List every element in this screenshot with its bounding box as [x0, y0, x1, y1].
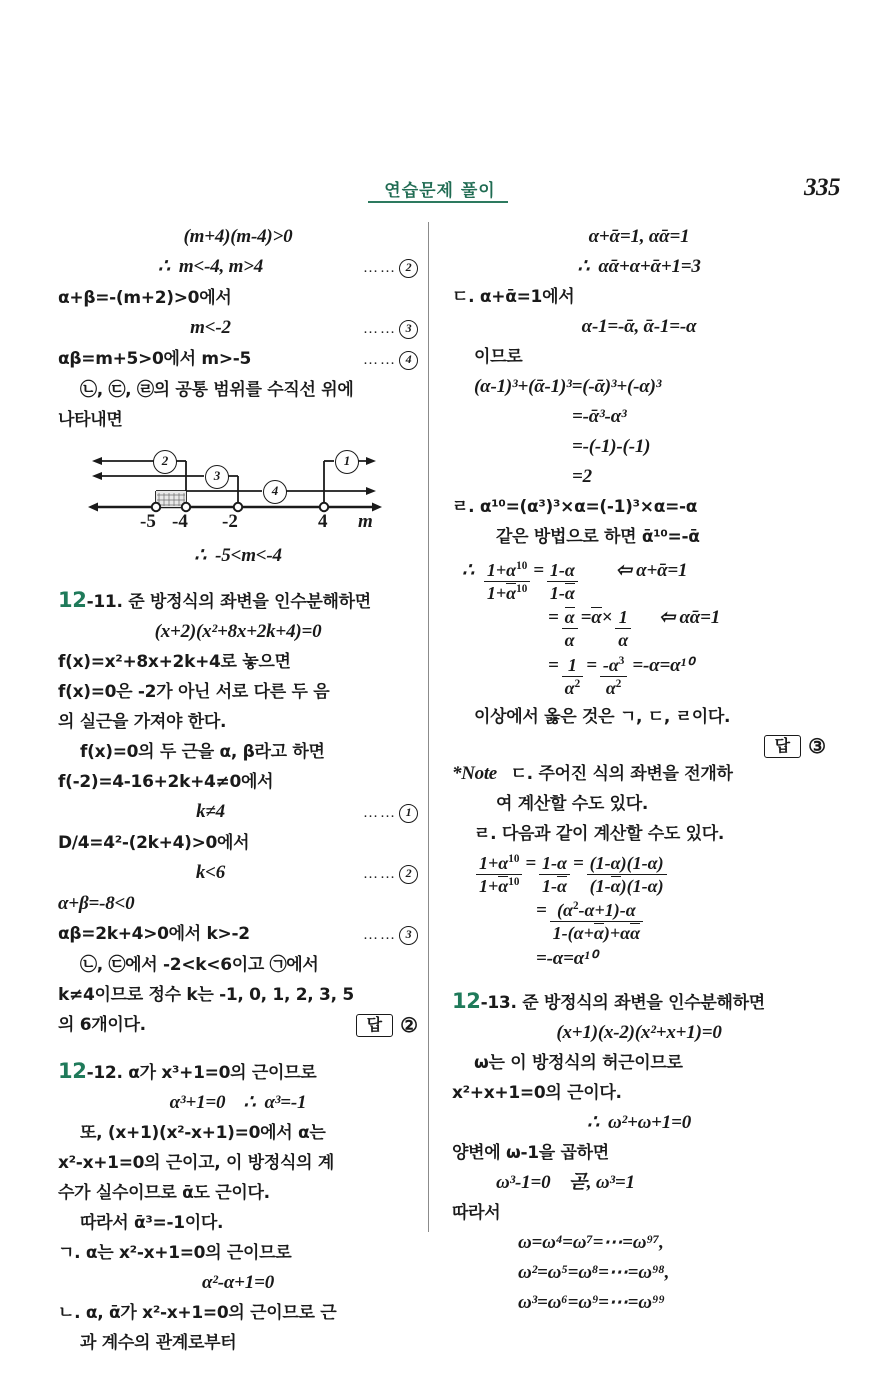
equation-line: ∴ ω²+ω+1=0 [586, 1111, 692, 1133]
problem-statement: 준 방정식의 좌변을 인수분해하면 [128, 592, 371, 612]
equation-line: ∴ αᾱ+α+ᾱ+1=3 [577, 256, 701, 277]
equation-line: α²-α+1=0 [201, 1272, 275, 1293]
text-line: 이므로 [474, 347, 523, 367]
note-line: 여 계산할 수도 있다. [496, 793, 648, 814]
equals-sign: = [525, 852, 537, 874]
text-line: 과 계수의 관계로부터 [80, 1333, 237, 1353]
problem-number: 12-12. [58, 1059, 123, 1083]
equation-line: ω³-1=0 곧, ω³=1 [496, 1171, 635, 1193]
dot-leader: …… [363, 352, 397, 368]
numerator: $(\alpha^2-\alpha+1)-\alpha$ [556, 900, 636, 921]
equation-line: k<6 [195, 862, 226, 883]
equation-line: m<-2 [190, 317, 231, 338]
equals-sign: = [573, 852, 584, 874]
figure-marker-2: 2 [153, 450, 177, 474]
text-line: k≠4이므로 정수 k는 -1, 0, 1, 2, 3, 5 [58, 985, 354, 1005]
equation-line: 또, (x+1)(x²-x+1)=0에서 α는 [80, 1123, 326, 1143]
numerator: 1 [567, 654, 577, 675]
tick-label-neg5: -5 [140, 511, 156, 532]
equals-sign: = [533, 560, 544, 581]
fraction-lhs [484, 560, 530, 603]
equation-line: α+ᾱ=1, αᾱ=1 [588, 226, 690, 247]
fraction-lhs [476, 853, 522, 896]
note-line: ㄷ. 주어진 식의 좌변을 전개하 [510, 763, 733, 784]
problem-12-12-heading [58, 1056, 418, 1088]
circled-number-icon: 3 [399, 926, 418, 945]
fraction-rhs [547, 560, 578, 603]
equation-line: k≠4 [196, 801, 225, 822]
fraction-alpha-ratio [562, 607, 578, 650]
note-result: =-α=α¹⁰ [536, 947, 597, 969]
reference-marker [363, 345, 418, 375]
denominator: $1+\alpha^{10}$ [484, 581, 530, 603]
summary-line: 이상에서 옳은 것은 ㄱ, ㄷ, ㄹ이다. [474, 706, 731, 727]
note-line: ㄹ. 다음과 같이 계산할 수도 있다. [474, 823, 724, 844]
denominator: 1-α [547, 581, 578, 603]
denominator: $1+\alpha^{10}$ [476, 874, 522, 896]
text-line: ㉡, ㉢에서 -2<k<6이고 ㉠에서 [80, 955, 319, 975]
dot-leader: …… [363, 321, 397, 337]
answer-label: 답 [764, 735, 801, 758]
equation-line: α+β=-8<0 [58, 893, 135, 914]
title-underline [368, 201, 508, 203]
equation-line: ω³=ω⁶=ω⁹=⋯=ω⁹⁹ [518, 1291, 665, 1313]
numerator: 1-α [549, 560, 575, 580]
circled-number-icon: 2 [399, 259, 418, 278]
fraction-expanded [587, 853, 667, 896]
figure-marker-1: 1 [335, 450, 359, 474]
column-divider [428, 222, 429, 1232]
equals-sign: = [548, 654, 559, 676]
equation-row [58, 252, 418, 283]
equals-sign: =α× [580, 607, 613, 629]
denominator: $\alpha^2$ [562, 676, 584, 698]
equation-line: α³+1=0 ∴ α³=-1 [169, 1092, 307, 1113]
axis-label-m: m [358, 511, 373, 532]
fraction-final [550, 900, 643, 943]
numerator: $1+\alpha^{10}$ [486, 560, 528, 580]
right-column [452, 222, 826, 1318]
denominator: (1-α)(1-α) [587, 874, 667, 896]
note-fraction-row-1 [452, 849, 826, 896]
equation-line: D/4=4²-(2k+4)>0에서 [58, 833, 250, 853]
circled-number-icon: 2 [399, 865, 418, 884]
answer-value: ② [400, 1015, 418, 1037]
equation-line: (x+2)(x²+8x+2k+4)=0 [154, 621, 322, 642]
equation-row [58, 344, 418, 375]
circled-number-icon: 1 [399, 804, 418, 823]
reference-marker [363, 253, 418, 283]
equation-line: (α-1)³+(ᾱ-1)³=(-ᾱ)³+(-α)³ [474, 376, 662, 397]
fraction-row-1 [452, 556, 826, 603]
equation-line: αβ=m+5>0에서 m>-5 [58, 349, 252, 369]
figure-marker-3: 3 [205, 465, 229, 489]
equals-sign: = [548, 607, 559, 629]
text-line: ω는 이 방정식의 허근이므로 [474, 1052, 683, 1073]
fraction-row-2 [452, 603, 826, 650]
dot-leader: …… [363, 260, 397, 276]
equation-line: ω=ω⁴=ω⁷=⋯=ω⁹⁷, [518, 1231, 664, 1253]
problem-number: 12-11. [58, 588, 123, 612]
denominator: 1-α [539, 874, 570, 896]
text-line: x²+x+1=0의 근이다. [452, 1082, 622, 1103]
equation-row [58, 797, 418, 828]
numerator: 1-α [542, 852, 567, 873]
fraction-row-3 [452, 651, 826, 698]
numerator: (1-α)(1-α) [589, 852, 664, 873]
equation-line: =-(-1)-(-1) [572, 436, 651, 457]
numerator: $1+\alpha^{10}$ [479, 852, 520, 873]
text-line: ㉡, ㉢, ㉣의 공통 범위를 수직선 위에 [80, 380, 354, 400]
dot-leader: …… [363, 805, 397, 821]
circled-number-icon: 4 [399, 351, 418, 370]
equation-line: αβ=2k+4>0에서 k>-2 [58, 924, 250, 944]
reference-marker [363, 920, 418, 950]
problem-statement: α가 x³+1=0의 근이므로 [128, 1063, 317, 1083]
answer-value: ③ [808, 735, 826, 758]
answer-label: 답 [356, 1014, 393, 1037]
numerator: α [564, 607, 575, 628]
result-tail: =-α=α¹⁰ [632, 654, 694, 676]
tick-label-neg4: -4 [172, 511, 188, 532]
text-line: 따라서 ᾱ³=-1이다. [80, 1213, 224, 1233]
circled-number-icon: 3 [399, 320, 418, 339]
text-line: 같은 방법으로 하면 ᾱ¹⁰=-ᾱ [496, 527, 700, 547]
annotation-1: ⇦ α+ᾱ=1 [615, 560, 688, 581]
tick-label-neg2: -2 [222, 511, 238, 532]
equation-line: f(x)=x²+8x+2k+4로 놓으면 [58, 652, 291, 672]
figure-marker-4: 4 [263, 480, 287, 504]
text-line: 수가 실수이므로 ᾱ도 근이다. [58, 1183, 270, 1203]
page-number: 335 [804, 174, 840, 201]
tick-label-4: 4 [318, 511, 328, 532]
equation-line: α-1=-ᾱ, ᾱ-1=-α [581, 316, 697, 337]
denominator: 1-(α+α)+αα [550, 921, 643, 943]
equation-line: (m+4)(m-4)>0 [183, 226, 293, 247]
text-line: x²-x+1=0의 근이고, 이 방정식의 계 [58, 1153, 335, 1173]
therefore-symbol: ∴ [462, 560, 474, 581]
fraction-one-over-alpha [615, 607, 631, 650]
text-line: 따라서 [452, 1202, 501, 1223]
note-block [452, 759, 826, 789]
problem-12-13-heading [452, 986, 826, 1018]
dot-leader: …… [363, 927, 397, 943]
equation-line: α+β=-(m+2)>0에서 [58, 288, 232, 308]
problem-12-11-heading [58, 585, 418, 617]
fraction-neg-alpha-cubed [600, 655, 628, 698]
denominator: α [615, 628, 631, 650]
item-line: ㄴ. α, ᾱ가 x²-x+1=0의 근이므로 근 [58, 1303, 337, 1323]
fraction-mid [539, 853, 570, 896]
equals-sign: = [536, 900, 547, 922]
equation-row [58, 858, 418, 889]
conclusion-line: ∴ -5<m<-4 [194, 545, 282, 566]
text-line: 의 6개이다. [58, 1015, 146, 1035]
equation-line: ∴ m<-4, m>4 [157, 256, 264, 277]
left-column [58, 222, 418, 1358]
page-header [0, 176, 880, 210]
text-line: 양변에 ω-1을 곱하면 [452, 1142, 609, 1163]
item-line: ㄱ. α는 x²-x+1=0의 근이므로 [58, 1243, 292, 1263]
equation-line: =-ᾱ³-α³ [572, 406, 627, 427]
equals-sign: = [586, 654, 597, 676]
reference-marker [363, 859, 418, 889]
text-line: f(x)=0은 -2가 아닌 서로 다른 두 음 [58, 682, 330, 702]
numerator: $-\alpha^3$ [602, 654, 625, 675]
item-line: ㄷ. α+ᾱ=1에서 [452, 287, 575, 307]
equation-line: f(-2)=4-16+2k+4≠0에서 [58, 772, 274, 792]
text-line: 의 실근을 가져야 한다. [58, 712, 227, 732]
dot-leader: …… [363, 866, 397, 882]
number-line-figure [86, 445, 386, 537]
equation-row [58, 919, 418, 950]
reference-marker [363, 314, 418, 344]
equation-line: ω²=ω⁵=ω⁸=⋯=ω⁹⁸, [518, 1261, 670, 1283]
note-fraction-row-2 [452, 896, 826, 943]
fraction-one-over-alpha-sq [562, 655, 584, 698]
problem-number: 12-13. [452, 988, 517, 1013]
note-title: *Note [452, 762, 497, 784]
item-line: ㄹ. α¹⁰=(α³)³×α=(-1)³×α=-α [452, 497, 698, 517]
page-title: 연습문제 풀이 [384, 181, 496, 201]
equation-row [58, 313, 418, 344]
answer-row [58, 1010, 418, 1040]
numerator: 1 [618, 607, 628, 628]
problem-statement: 준 방정식의 좌변을 인수분해하면 [522, 992, 765, 1013]
equation-line: =2 [572, 466, 592, 487]
text-line: 나타내면 [58, 410, 123, 430]
answer-badge [452, 734, 826, 759]
text-line: f(x)=0의 두 근을 α, β라고 하면 [80, 742, 325, 762]
denominator: α [562, 628, 578, 650]
answer-badge [356, 1013, 418, 1038]
equation-line: (x+1)(x-2)(x²+x+1)=0 [556, 1021, 722, 1043]
denominator: $\alpha^2$ [600, 676, 628, 698]
reference-marker [363, 798, 418, 828]
annotation-2: ⇦ αᾱ=1 [659, 607, 721, 629]
